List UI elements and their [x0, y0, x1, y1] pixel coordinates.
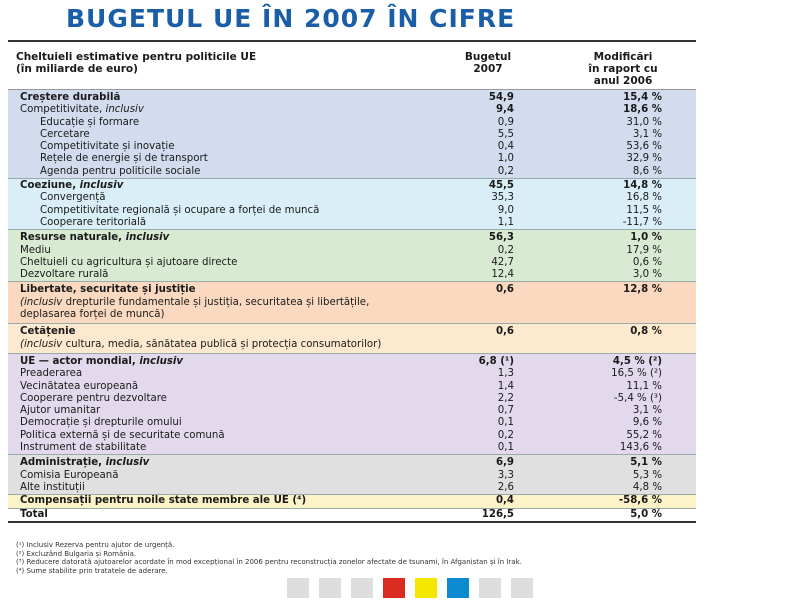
table-row: Dezvoltare rurală 12,4 3,0 % [20, 269, 662, 281]
table-header [8, 40, 696, 90]
table-row: Comisia Europeană 3,3 5,3 % [20, 469, 662, 481]
group-crestere-durabila [8, 90, 696, 179]
color-swatch [447, 578, 469, 598]
table-row: Competitivitate și inovație 0,4 53,6 % [40, 141, 662, 153]
color-swatch [319, 578, 341, 598]
table-row: Agenda pentru politicile sociale 0,2 8,6 % [40, 165, 662, 177]
group-cetatenie [8, 324, 696, 354]
table-row: Cetățenie (inclusiv cultura, media, sănătatea publică și protecția consumatorilor) 0,6 0,8 % [20, 326, 662, 350]
footnote: (¹) Inclusiv Rezerva pentru ajutor de urgență. [16, 541, 175, 549]
table-row: Politica externă și de securitate comună 0,2 55,2 % [20, 429, 662, 441]
footnote: (³) Reducere datorată ajutoarelor acordate în mod excepțional în 2006 pentru reconstrucția zonelor afectate de tsunami, în Afganistan și în Irak. [16, 558, 522, 567]
table-row: Educație și formare 0,9 31,0 % [40, 116, 662, 128]
group-compensatii [8, 495, 696, 508]
table-row: Convergență 35,3 16,8 % [40, 192, 662, 204]
table-row: Instrument de stabilitate 0,1 143,6 % [20, 442, 662, 454]
table-row: Cheltuieli cu agricultura și ajutoare directe 42,7 0,6 % [20, 256, 662, 268]
color-swatch [383, 578, 405, 598]
footnote: (⁴) Sume stabilite prin tratatele de aderare. [16, 566, 168, 575]
table-row: Cooperare teritorială 1,1 -11,7 % [40, 216, 662, 228]
table-row: Cercetare 5,5 3,1 % [40, 128, 662, 140]
color-swatch [511, 578, 533, 598]
table-row: Democrație și drepturile omului 0,1 9,6 % [20, 417, 662, 429]
table-row: Coeziune, inclusiv 45,5 14,8 % [20, 180, 662, 192]
table-row: Ajutor umanitar 0,7 3,1 % [20, 405, 662, 417]
table-row: Vecinătatea europeană 1,4 11,1 % [20, 380, 662, 392]
table-row: Competitivitate regională și ocupare a forței de muncă 9,0 11,5 % [40, 204, 662, 216]
table-row: Alte instituții 2,6 4,8 % [20, 481, 662, 493]
group-actor-mondial [8, 354, 696, 455]
group-libertate [8, 282, 696, 324]
total-row: Total 126,5 5,0 % [20, 508, 662, 520]
color-swatch [415, 578, 437, 598]
group-coeziune [8, 179, 696, 230]
table-row: Mediu 0,2 17,9 % [20, 244, 662, 256]
color-swatch [351, 578, 373, 598]
group-resurse-naturale [8, 230, 696, 282]
table-row: Creștere durabilă 54,9 15,4 % [20, 92, 662, 103]
table-row: Competitivitate, inclusiv 9,4 18,6 % [20, 104, 662, 116]
color-swatch [287, 578, 309, 598]
group-total [8, 509, 696, 523]
table-row: Libertate, securitate și justiție (inclusiv drepturile fundamentale și justiția, securitatea și libertățile, deplasarea forței de muncă) 0,6 12,8 % [20, 284, 662, 321]
table-row: Preaderarea 1,3 16,5 % (²) [20, 368, 662, 380]
table-row: UE — actor mondial, inclusiv 6,8 (¹) 4,5 % (²) [20, 355, 662, 367]
header-budget: Bugetul 2007 [464, 51, 512, 75]
page-title: BUGETUL UE ÎN 2007 ÎN CIFRE [66, 4, 516, 33]
header-change: Modificări în raport cu anul 2006 [588, 51, 658, 87]
table-row: Resurse naturale, inclusiv 56,3 1,0 % [20, 232, 662, 244]
footnote: (²) Excluzând Bulgaria și România. [16, 549, 137, 558]
budget-table [8, 40, 696, 523]
header-policy: Cheltuieli estimative pentru politicile UE (în miliarde de euro) [16, 51, 257, 75]
footnotes [16, 541, 706, 575]
group-administratie [8, 455, 696, 495]
table-row: Cooperare pentru dezvoltare 2,2 -5,4 % (³) [20, 392, 662, 404]
table-row: Compensații pentru noile state membre ale UE (⁴) 0,4 -58,6 % [20, 495, 662, 507]
table-row: Rețele de energie și de transport 1,0 32,9 % [40, 153, 662, 165]
color-swatch [479, 578, 501, 598]
table-row: Administrație, inclusiv 6,9 5,1 % [20, 457, 662, 469]
